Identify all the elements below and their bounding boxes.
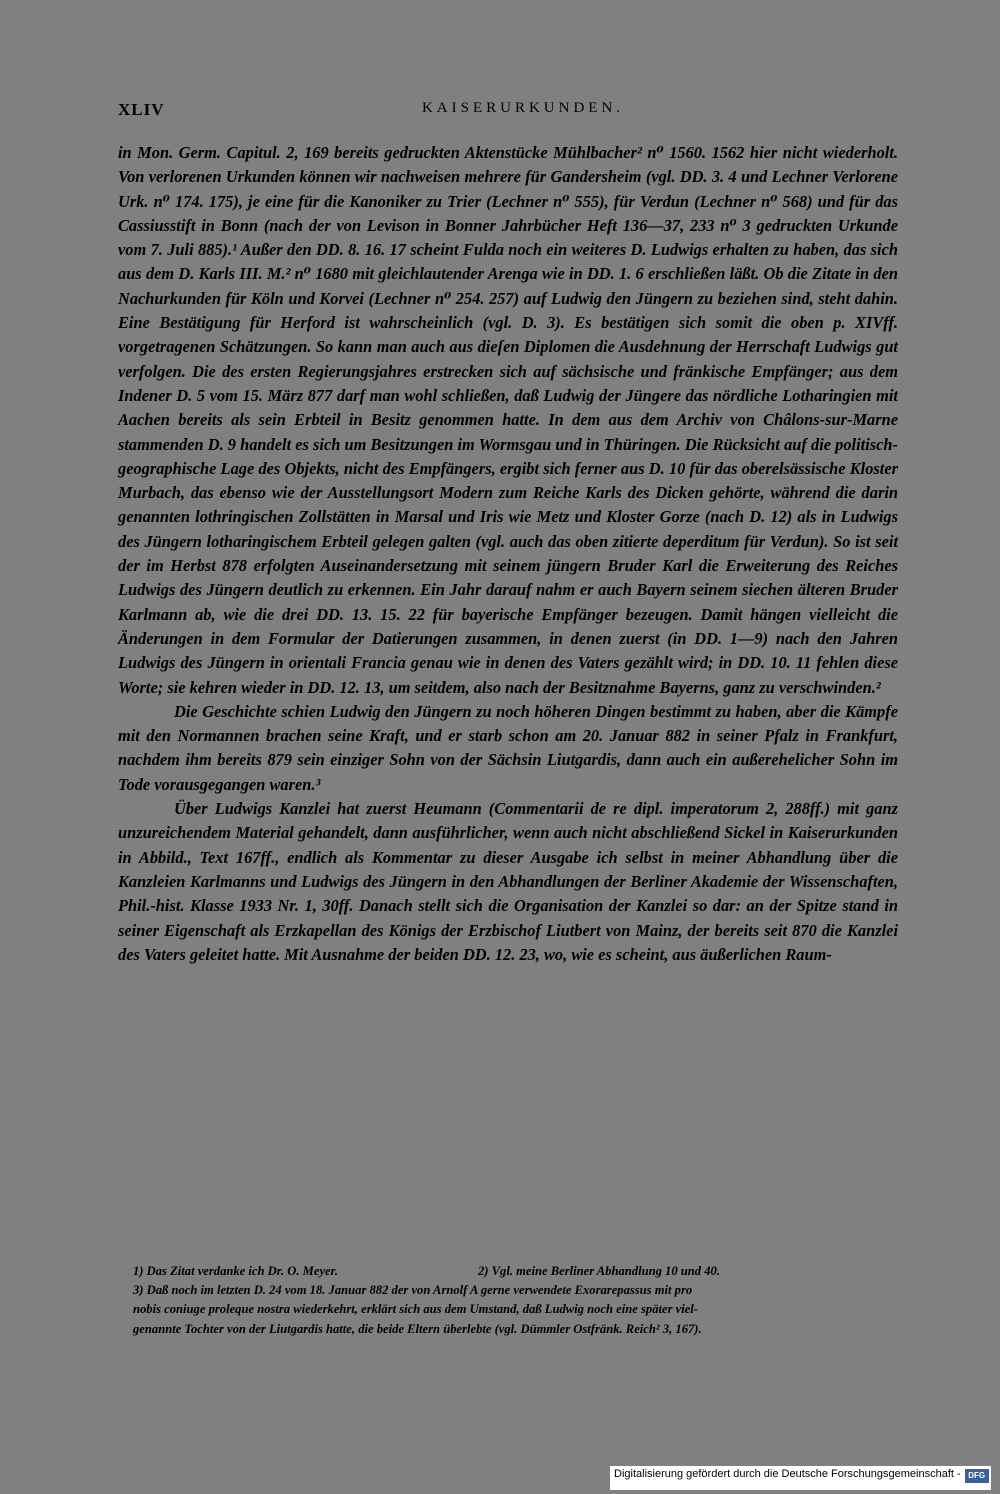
- page-number: XLIV: [118, 100, 165, 119]
- footnote-3-line-3: genannte Tochter von der Liutgardis hatte, die beide Eltern überlebte (vgl. Dümmler Ostfränk. Reich² 3, 167).: [133, 1321, 702, 1336]
- footnote-row-1: [133, 1262, 903, 1281]
- footnote-2: 2) Vgl. meine Berliner Abhandlung 10 und 40.: [477, 1264, 720, 1278]
- page-header: [118, 100, 898, 124]
- running-title: KAISERURKUNDEN.: [421, 100, 625, 116]
- footnote-3-line-1: 3) Daß noch im letzten D. 24 vom 18. Januar 882 der von Arnolf A gerne verwendete Exorarepassus mit pro: [133, 1283, 693, 1298]
- paragraph-1: in Mon. Germ. Capitul. 2, 169 bereits gedruckten Aktenstücke Mühlbacher² n⁰ 1560. 1562 hier nicht wiederholt. Von verlorenen Urkunden können wir nachweisen mehrere für Gandersheim (vgl. DD. 3. 4 und Lechner Verlorene Urk. n⁰ 174. 175), je eine für die Kanoniker zu Trier (Lechner n⁰ 555), für Verdun (Lechner n⁰ 568) und für das Cassiusstift in Bonn (nach der von Levison in Bonner Jahrbücher Heft 136—37, 233 n⁰ 3 gedruckten Urkunde vom 7. Juli 885).¹ Außer den DD. 8. 16. 17 scheint Fulda noch ein weiteres D. Ludwigs erhalten zu haben, das sich aus dem D. Karls III. M.² n⁰ 1680 mit gleichlautender Arenga wie in DD. 1. 6 erschließen läßt. Ob die Zitate in den Nachurkunden für Köln und Korvei (Lechner n⁰ 254. 257) auf Ludwig den Jüngern zu beziehen sind, steht dahin. Eine Bestätigung für Herford ist wahrscheinlich (vgl. D. 3). Es bestätigen sich somit die oben p. XIVff. vorgetragenen Schätzungen. So kann man auch aus dieſen Diplomen die Ausdehnung der Herrschaft Ludwigs gut verfolgen. Die des ersten Regierungsjahres erstrecken sich auf sächsische und fränkische Empfänger; aus dem Indener D. 5 vom 15. März 877 darf man wohl schließen, daß Ludwig der Jüngere das nördliche Lotharingien mit Aachen bereits als sein Erbteil in Besitz genommen hatte. In dem aus dem Archiv von Châlons-sur-Marne stammenden D. 9 handelt es sich um Besitzungen im Wormsgau und in Thüringen. Die Rücksicht auf die politisch-geographische Lage des Objekts, nicht des Empfängers, ergibt sich ferner aus D. 10 für das oberelsässische Kloster Murbach, das ebenso wie der Ausstellungsort Modern zum Reiche Karls des Dicken gehörte, während die darin genannten lothringischen Zollstätten in Marsal und Iris wie Metz und Kloster Gorze (nach D. 12) als in Ludwigs des Jüngern lotharingischem Erbteil gelegen galten (vgl. auch das oben zitierte deperditum für Verdun). So ist seit der im Herbst 878 erfolgten Auseinandersetzung mit seinem jüngern Bruder Karl die Erweiterung des Reiches Ludwigs des Jüngern deutlich zu erkennen. Ein Jahr darauf nahm er auch Bayern seinem siechen älteren Bruder Karlmann ab, wie die drei DD. 13. 15. 22 für bayerische Empfänger bezeugen. Damit hängen vielleicht die Änderungen in dem Formular der Datierungen zusammen, in denen zuerst (in DD. 1—9) nach den Jahren Ludwigs des Jüngern in orientali Francia genau wie in denen des Vaters gezählt wird; in DD. 10. 11 fehlen diese Worte; sie kehren wieder in DD. 12. 13, um seitdem, also nach der Besitznahme Bayerns, ganz zu verschwinden.²: [118, 143, 898, 697]
- footnote-1: 1) Das Zitat verdanke ich Dr. O. Meyer.: [133, 1264, 338, 1278]
- credit-text: Digitalisierung gefördert durch die Deutsche Forschungsgemeinschaft -: [614, 1468, 961, 1480]
- body-text: [118, 141, 898, 967]
- footnotes: [133, 1262, 903, 1339]
- digitization-credit: [610, 1466, 991, 1490]
- paragraph-3: Über Ludwigs Kanzlei hat zuerst Heumann (Commentarii de re dipl. imperatorum 2, 288ff.) mit ganz unzureichendem Material gehandelt, dann ausführlicher, wenn auch nicht abschließend Sickel in Kaiserurkunden in Abbild., Text 167ff., endlich als Kommentar zu dieser Ausgabe ich selbst in meiner Abhandlung über die Kanzleien Karlmanns und Ludwigs des Jüngern in den Abhandlungen der Berliner Akademie der Wissenschaften, Phil.-hist. Klasse 1933 Nr. 1, 30ff. Danach stellt sich die Organisation der Kanzlei so dar: an der Spitze stand in seiner Eigenschaft als Erzkapellan des Königs der Erzbischof Liutbert von Mainz, der bereits seit 870 die Kanzlei des Vaters geleitet hatte. Mit Ausnahme der beiden DD. 12. 23, wo, wie es scheint, aus äußerlichen Raum-: [118, 799, 898, 964]
- footnote-3-line-2: nobis coniuge proleque nostra wiederkehrt, erklärt sich aus dem Umstand, daß Ludwig noch eine später viel-: [133, 1302, 699, 1317]
- paragraph-2: Die Geschichte schien Ludwig den Jüngern zu noch höheren Dingen bestimmt zu haben, aber die Kämpfe mit den Normannen brachen seine Kraft, und er starb schon am 20. Januar 882 in seiner Pfalz in Frankfurt, nachdem ihm bereits 879 sein einziger Sohn von der Sächsin Liutgardis, dann auch ein außerehelicher Sohn im Tode vorausgegangen waren.³: [118, 701, 898, 794]
- dfg-logo-icon: DFG: [965, 1469, 989, 1483]
